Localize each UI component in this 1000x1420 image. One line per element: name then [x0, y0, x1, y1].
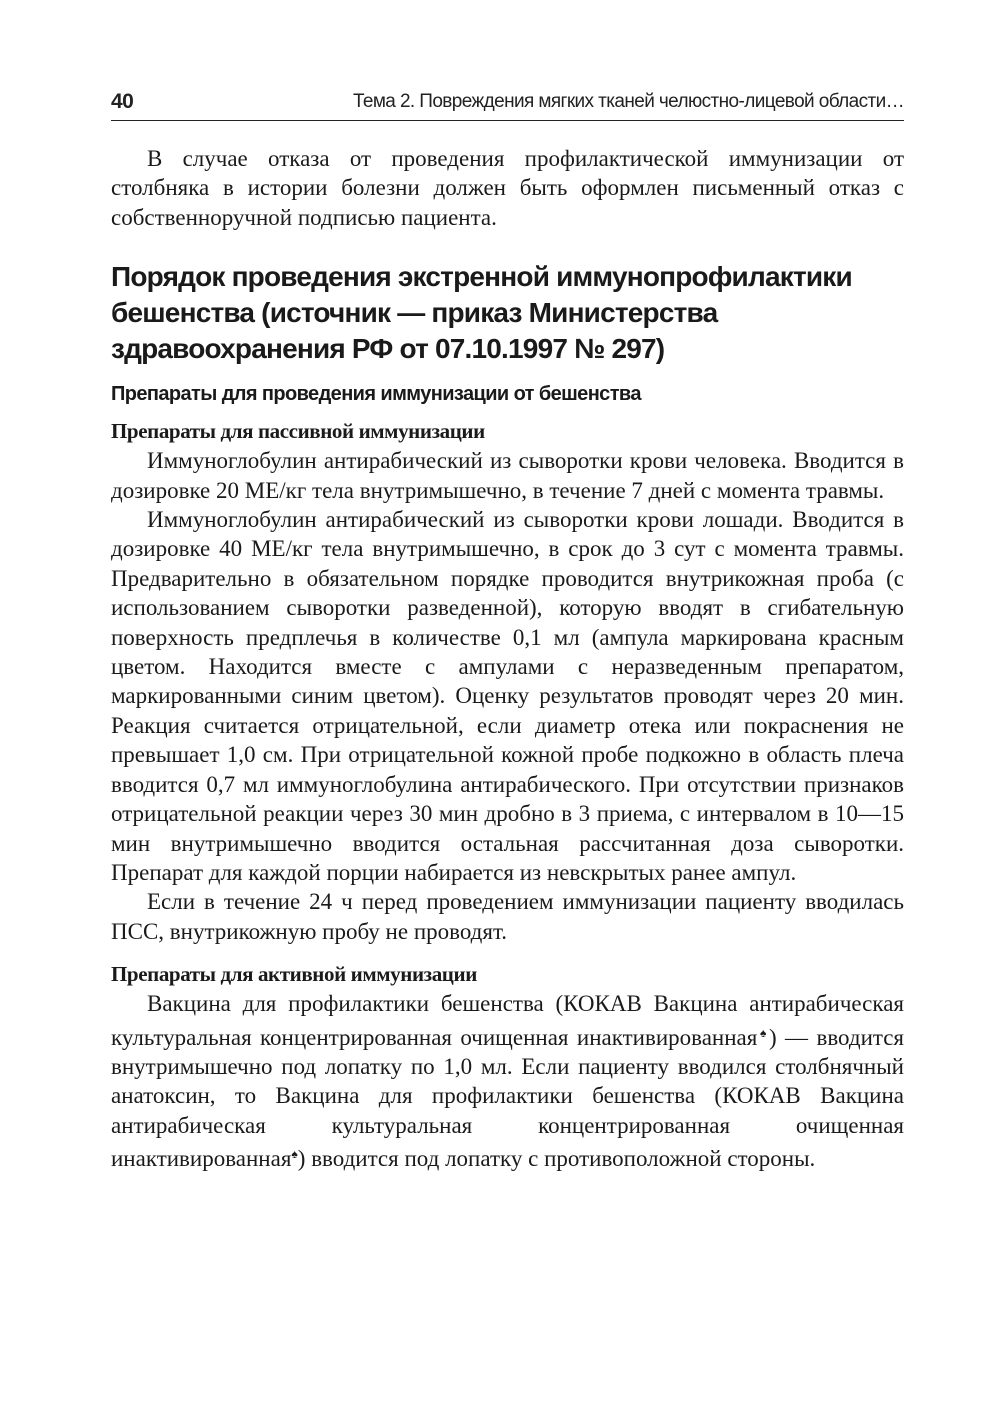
section-title-line: Порядок проведения экстренной иммунопрофилактики [111, 261, 852, 293]
active-text-part: ) — вводится внутримышечно под лопатку по 1,0 мл. Если пациенту вводился столбнячный анатоксин, то Вакцина для профилактики бешенства (КОКАВ Вакцина антирабическая культуральная концентрированная очищенная инактивированная [111, 1024, 904, 1172]
trademark-mark-icon: ♠ [757, 1025, 769, 1040]
passive-heading: Препараты для пассивной иммунизации [111, 419, 485, 444]
section-title-line: здравоохранения РФ от 07.10.1997 № 297) [111, 333, 665, 365]
running-title: Тема 2. Повреждения мягких тканей челюстно-лицевой области… [352, 91, 904, 112]
section-subtitle: Препараты для проведения иммунизации от бешенства [111, 383, 641, 406]
active-text-part: Вакцина для профилактики бешенства (КОКАВ Вакцина антирабическая культуральная концентрированная очищенная инактивированная [111, 991, 904, 1050]
section-title [111, 259, 904, 367]
passive-paragraph-horse: Иммуноглобулин антирабический из сыворотки крови лошади. Вводится в дозировке 40 МЕ/кг тела внутримышечно, в срок до 3 сут с момента травмы. Предварительно в обязательном порядке проводится внутрикожная проба (с использованием сыворотки разведенной), которую вводят в сгибательную поверхность предплечья в количестве 0,1 мл (ампула маркирована красным цветом. Находится вместе с ампулами с неразведенным препаратом, маркированными синим цветом). Оценку результатов проводят через 20 мин. Реакция считается отрицательной, если диаметр отека или покраснения не превышает 1,0 см. При отрицательной кожной пробе подкожно в область плеча вводится 0,7 мл иммуноглобулина антирабического. При отсутствии признаков отрицательной реакции через 30 мин дробно в 3 приема, с интервалом в 10—15 мин внутримышечно вводится остальная рассчитанная доза сыворотки. Препарат для каждой порции набирается из невскрытых ранее ампул. [111, 507, 904, 885]
page-number: 40 [111, 90, 134, 113]
intro-paragraph: В случае отказа от проведения профилактической иммунизации от столбняка в истории болезни должен быть оформлен письменный отказ с собственноручной подписью пациента. [111, 146, 904, 230]
running-header [111, 88, 904, 121]
active-paragraph [111, 989, 904, 1173]
active-heading: Препараты для активной иммунизации [111, 962, 477, 987]
page-content [111, 144, 904, 1174]
trademark-mark-icon: ♠ [291, 1147, 298, 1162]
passive-paragraph-human: Иммуноглобулин антирабический из сыворотки крови человека. Вводится в дозировке 20 МЕ/кг тела внутримышечно, в течение 7 дней с момента травмы. [111, 448, 904, 503]
section-title-line: бешенства (источник — приказ Министерства [111, 297, 718, 329]
passive-paragraph-pss: Если в течение 24 ч перед проведением иммунизации пациенту вводилась ПСС, внутрикожную пробу не проводят. [111, 889, 904, 944]
active-text-part: ) вводится под лопатку с противоположной стороны. [297, 1146, 816, 1172]
